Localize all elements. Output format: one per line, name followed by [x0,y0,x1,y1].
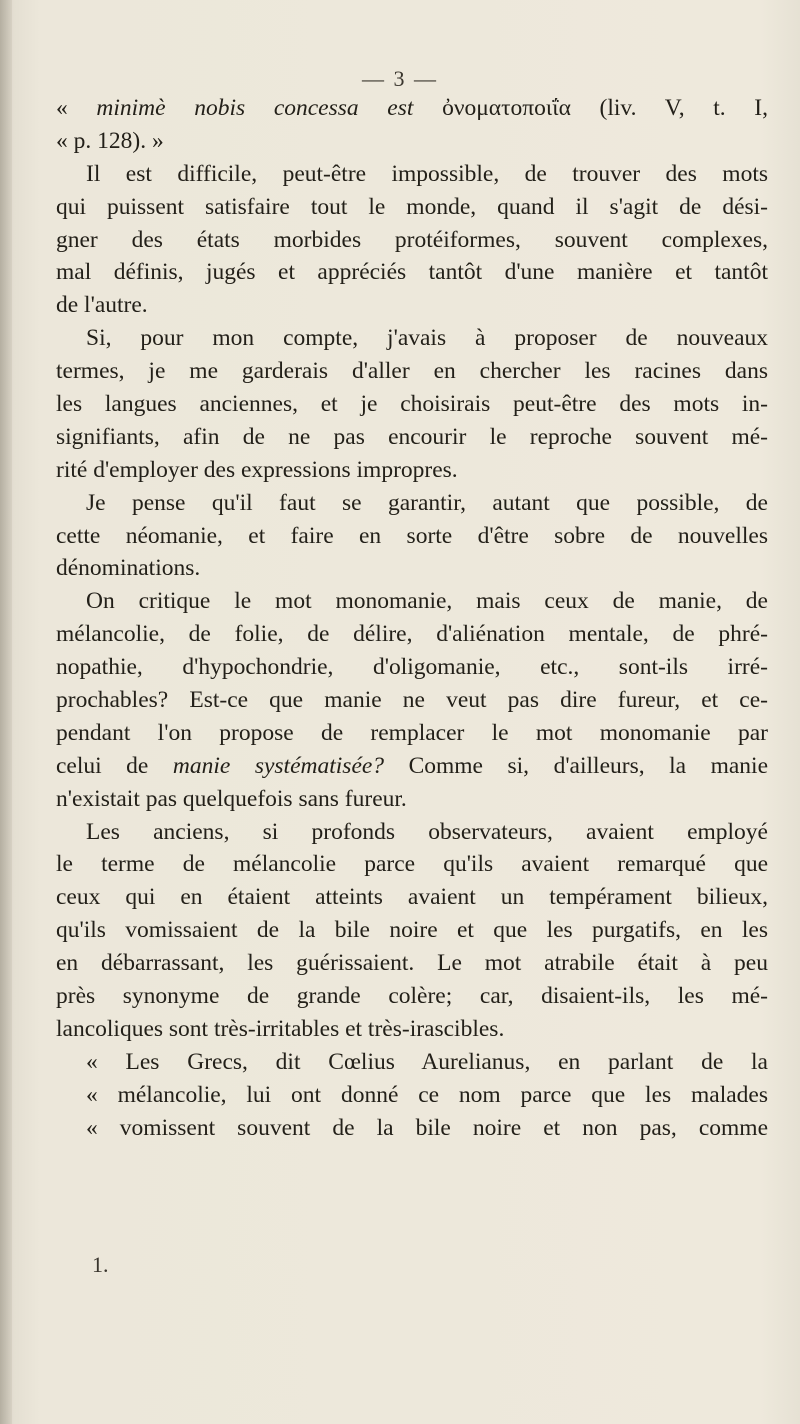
text-line [56,783,768,816]
text-line [56,487,768,520]
text-line [56,520,768,553]
text-line [56,224,768,257]
text-segment: On critique le mot monomanie, mais ceux de manie, de [86,588,768,615]
text-segment: pendant l'on propose de remplacer le mot monomanie par [56,719,768,746]
text-segment: gner des états morbides protéiformes, souvent complexes, [56,226,768,253]
text-line [56,848,768,881]
text-segment: qu'ils vomissaient de la bile noire et que les purgatifs, en les [56,917,768,944]
text-line [56,1013,768,1046]
text-segment: lancoliques sont très-irritables et très-irascibles. [56,1015,505,1042]
text-line [56,816,768,849]
text-line [56,618,768,651]
italic-text: manie systématisée? [172,752,385,779]
binding-shadow [0,0,12,1424]
text-line [56,881,768,914]
text-line [56,1046,768,1079]
italic-text: minimè nobis concessa est [96,95,414,121]
text-segment: rité d'employer des expressions impropres. [56,456,458,483]
text-segment: Les anciens, si profonds observateurs, avaient employé [86,818,768,845]
text-line [56,684,768,717]
text-segment: nopathie, d'hypochondrie, d'oligomanie, etc., sont-ils irré- [56,654,768,681]
text-line [56,322,768,355]
text-segment: mal définis, jugés et appréciés tantôt d'une manière et tantôt [56,259,768,286]
page-number: — 3 — [362,66,438,91]
text-segment: qui puissent satisfaire tout le monde, quand il s'agit de dési- [56,193,768,220]
text-line [56,191,768,224]
text-line [56,289,768,322]
text-line [56,421,768,454]
text-line [56,158,768,191]
text-segment: dénominations. [56,555,201,582]
text-line [56,1079,768,1112]
text-line [56,388,768,421]
text-segment: les langues anciennes, et je choisirais peut-être des mots in- [56,391,768,418]
text-segment: cette néomanie, et faire en sorte d'être sobre de nouvelles [56,522,768,549]
text-line [56,585,768,618]
text-line [56,717,768,750]
text-segment: « vomissent souvent de la bile noire et non pas, comme [86,1114,768,1141]
text-line [56,92,768,125]
text-segment: « p. 128). » [56,127,164,154]
text-line [56,1112,768,1145]
text-line [56,947,768,980]
text-segment: termes, je me garderais d'aller en chercher les racines dans [56,358,768,385]
text-line [56,355,768,388]
text-line [56,651,768,684]
text-line [56,552,768,585]
body-text [56,92,768,1145]
text-segment: celui de [56,752,173,779]
text-segment: de l'autre. [56,292,148,319]
text-segment: mélancolie, de folie, de délire, d'aliénation mentale, de phré- [56,621,768,648]
text-segment: près synonyme de grande colère; car, disaient-ils, les mé- [56,983,768,1010]
text-segment: signifiants, afin de ne pas encourir le reproche souvent mé- [56,423,768,450]
text-segment: Il est difficile, peut-être impossible, de trouver des mots [86,160,768,187]
text-segment: ὀνοματοποιΐα (liv. V, t. I, [413,95,768,121]
text-line [56,256,768,289]
text-line [56,750,768,783]
text-segment: le terme de mélancolie parce qu'ils avaient remarqué que [56,851,768,878]
text-segment: « mélancolie, lui ont donné ce nom parce que les malades [86,1081,768,1108]
text-line [56,914,768,947]
text-segment: Je pense qu'il faut se garantir, autant que possible, de [86,489,768,516]
text-segment: Si, pour mon compte, j'avais à proposer de nouveaux [86,325,768,352]
text-segment: « [56,95,97,121]
text-segment: ceux qui en étaient atteints avaient un tempérament bilieux, [56,884,768,911]
text-segment: n'existait pas quelquefois sans fureur. [56,785,407,812]
text-segment: « Les Grecs, dit Cœlius Aurelianus, en parlant de la [86,1048,768,1075]
text-segment: en débarrassant, les guérissaient. Le mot atrabile était à peu [56,950,768,977]
text-segment: prochables? Est-ce que manie ne veut pas dire fureur, et ce- [56,687,768,714]
text-segment: Comme si, d'ailleurs, la manie [384,752,768,779]
footnote-mark: 1. [92,1252,109,1277]
text-line [56,980,768,1013]
text-line [56,454,768,487]
text-line [56,125,768,158]
